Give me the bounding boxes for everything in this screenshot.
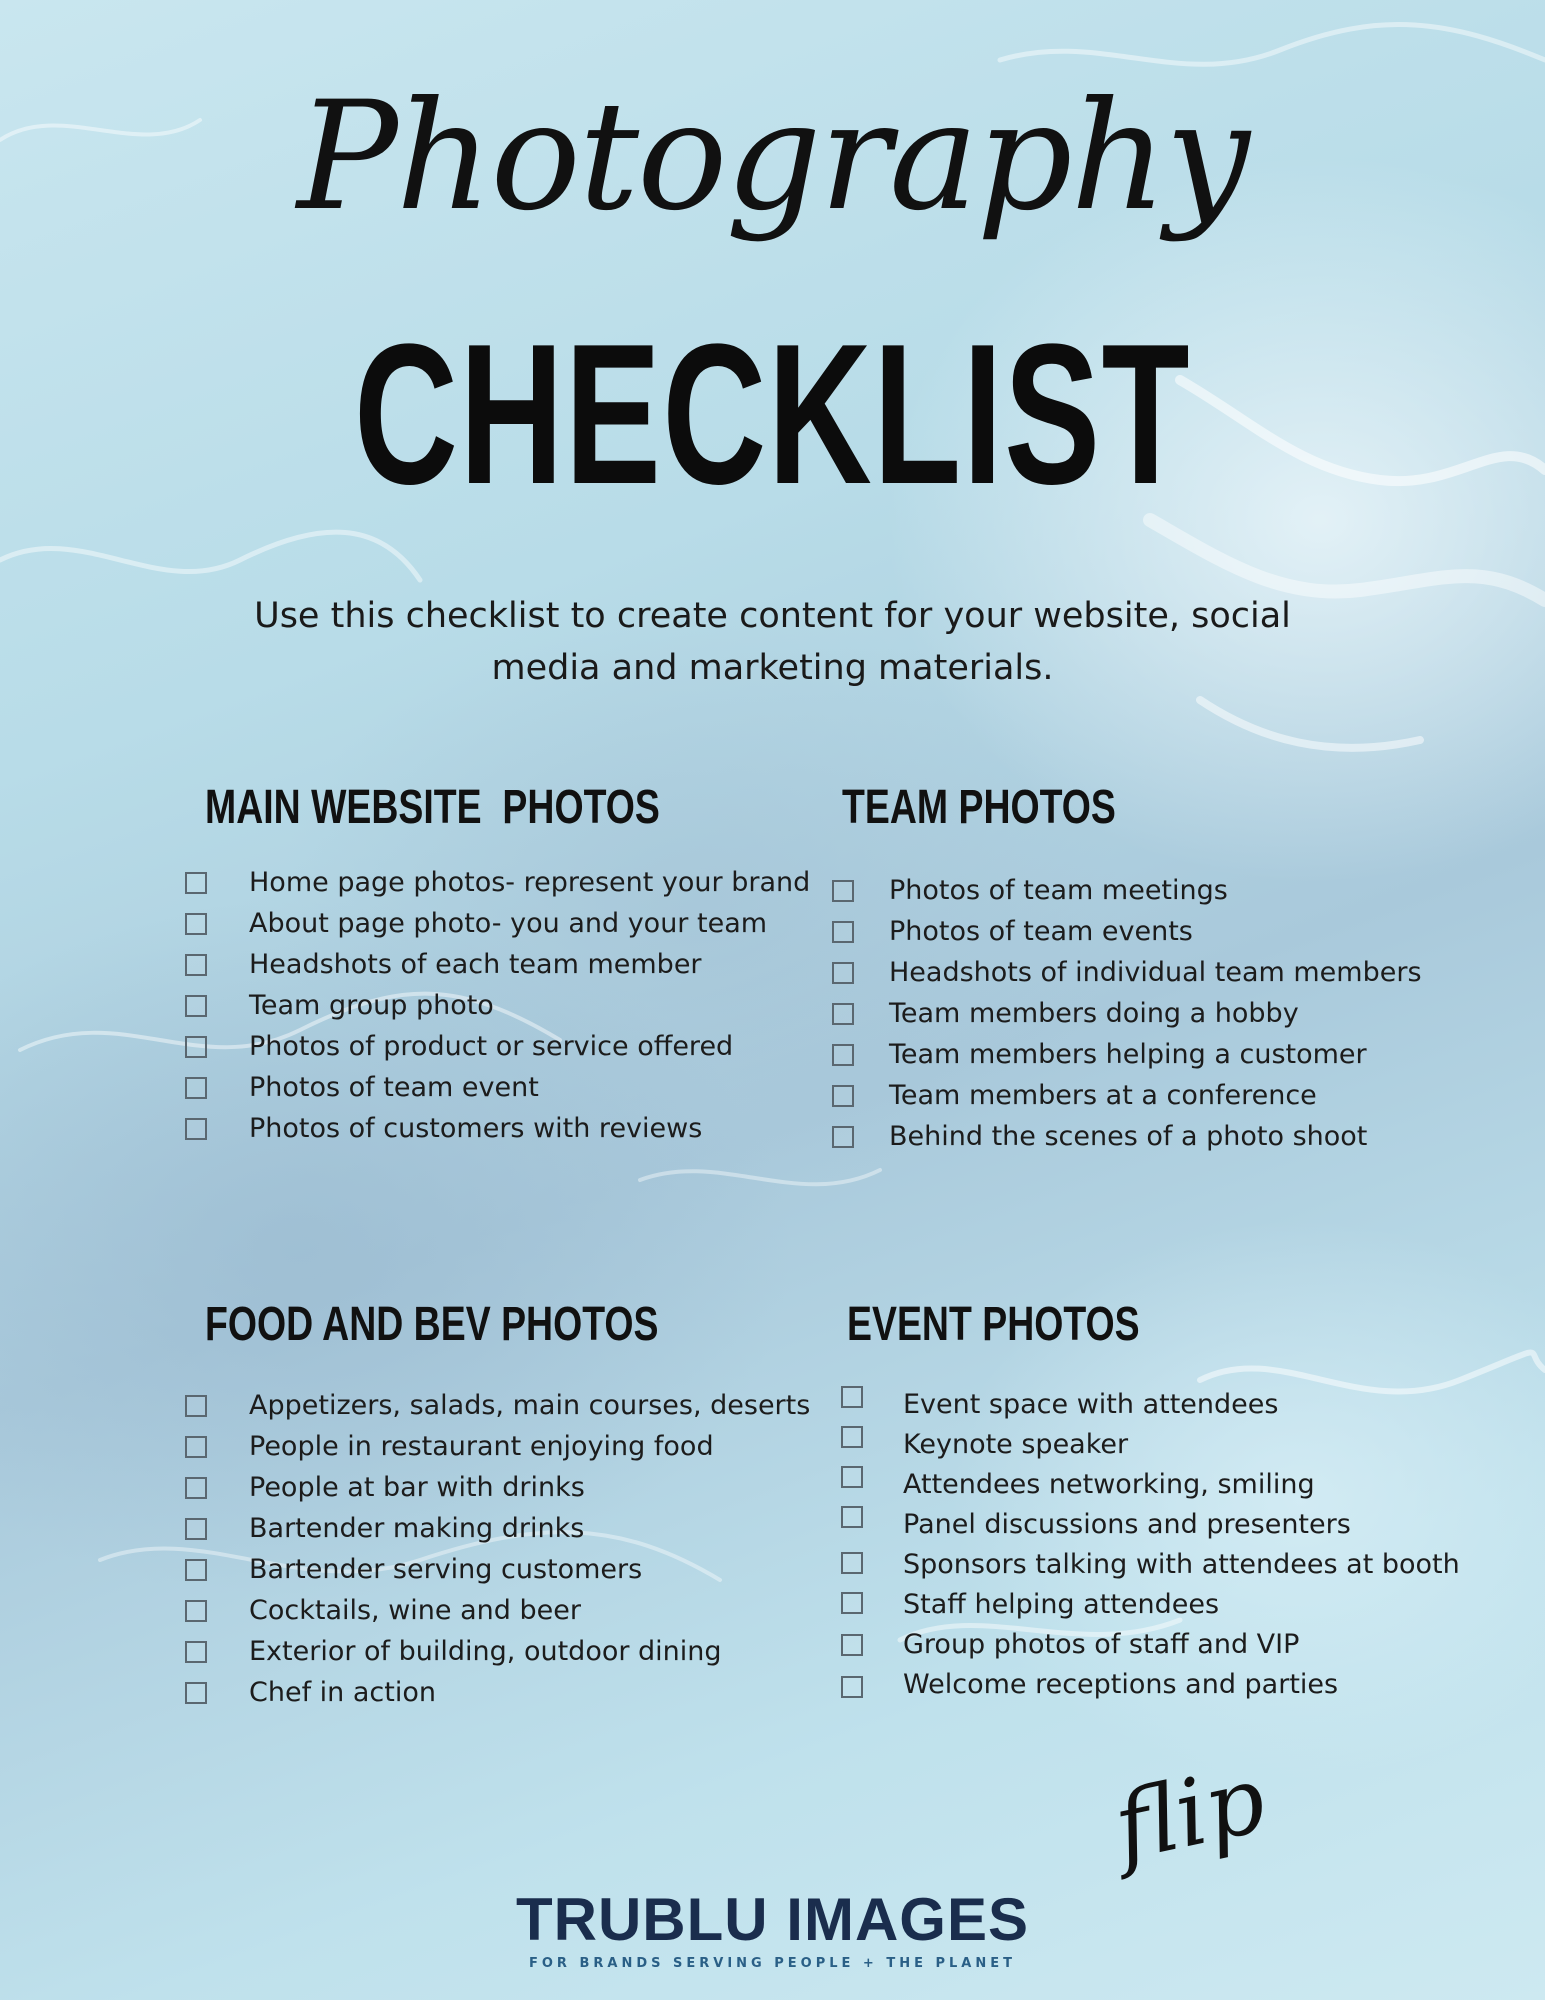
- script-title: Photography: [297, 70, 1248, 244]
- checklist-item[interactable]: Home page photos- represent your brand: [185, 862, 805, 903]
- checkbox[interactable]: [185, 954, 207, 976]
- section-heading: FOOD AND BEV PHOTOS: [205, 1298, 659, 1351]
- checklist-item[interactable]: Group photos of staff and VIP: [841, 1624, 1501, 1664]
- checklist-item[interactable]: Photos of team events: [832, 911, 1472, 952]
- checklist-item[interactable]: People in restaurant enjoying food: [185, 1426, 805, 1467]
- checklist-item[interactable]: Welcome receptions and parties: [841, 1664, 1501, 1704]
- checkbox[interactable]: [841, 1552, 863, 1574]
- checklist-item[interactable]: Staff helping attendees: [841, 1584, 1501, 1624]
- checkbox[interactable]: [185, 1477, 207, 1499]
- section-team: [842, 780, 1193, 836]
- checkbox[interactable]: [832, 962, 854, 984]
- checkbox[interactable]: [841, 1676, 863, 1698]
- checklist-item[interactable]: Team members at a conference: [832, 1075, 1472, 1116]
- checkbox[interactable]: [185, 1600, 207, 1622]
- checklist-item[interactable]: Panel discussions and presenters: [841, 1504, 1501, 1544]
- intro-line-1: Use this checklist to create content for your website, social: [254, 596, 1291, 636]
- section-food-bev: [205, 1297, 786, 1353]
- checklist-item[interactable]: Sponsors talking with attendees at booth: [841, 1544, 1501, 1584]
- checkbox[interactable]: [841, 1386, 863, 1408]
- checkbox[interactable]: [841, 1426, 863, 1448]
- checklist-item[interactable]: Headshots of each team member: [185, 944, 805, 985]
- flip-note: flip: [1105, 1745, 1275, 1882]
- checkbox[interactable]: [841, 1506, 863, 1528]
- checkbox[interactable]: [832, 1044, 854, 1066]
- logo-tagline: FOR BRANDS SERVING PEOPLE + THE PLANET: [529, 1956, 1016, 1971]
- checkbox[interactable]: [832, 1085, 854, 1107]
- section-heading: MAIN WEBSITE PHOTOS: [205, 781, 660, 834]
- checkbox[interactable]: [832, 1003, 854, 1025]
- checkbox[interactable]: [841, 1466, 863, 1488]
- checklist-item[interactable]: Photos of product or service offered: [185, 1026, 805, 1067]
- checklist-item[interactable]: About page photo- you and your team: [185, 903, 805, 944]
- checklist-main-website: [185, 862, 811, 1149]
- section-heading: EVENT PHOTOS: [847, 1298, 1140, 1351]
- checklist-team: [832, 870, 1472, 1157]
- page-title: CHECKLIST: [354, 303, 1191, 526]
- brand-logo: [0, 1888, 1545, 1971]
- checklist-event: [841, 1384, 1501, 1704]
- checkbox[interactable]: [185, 1036, 207, 1058]
- section-heading: TEAM PHOTOS: [842, 781, 1116, 834]
- section-main-website: [205, 780, 788, 836]
- checklist-item[interactable]: Headshots of individual team members: [832, 952, 1472, 993]
- checkbox[interactable]: [185, 1436, 207, 1458]
- checkbox[interactable]: [185, 1077, 207, 1099]
- checkbox[interactable]: [185, 995, 207, 1017]
- checkbox[interactable]: [841, 1592, 863, 1614]
- checkbox[interactable]: [185, 913, 207, 935]
- checklist-item[interactable]: Attendees networking, smiling: [841, 1464, 1501, 1504]
- checkbox[interactable]: [185, 1559, 207, 1581]
- section-event: [847, 1297, 1222, 1353]
- intro-text: [240, 590, 1305, 694]
- checkbox[interactable]: [185, 1518, 207, 1540]
- checklist-item[interactable]: People at bar with drinks: [185, 1467, 805, 1508]
- checklist-item[interactable]: Team members doing a hobby: [832, 993, 1472, 1034]
- checkbox[interactable]: [185, 1641, 207, 1663]
- checklist-item[interactable]: Team group photo: [185, 985, 805, 1026]
- checklist-item[interactable]: Bartender serving customers: [185, 1549, 805, 1590]
- checklist-food-bev: [185, 1385, 811, 1713]
- checkbox[interactable]: [185, 1118, 207, 1140]
- checklist-item[interactable]: Keynote speaker: [841, 1424, 1501, 1464]
- checklist-item[interactable]: Exterior of building, outdoor dining: [185, 1631, 805, 1672]
- checklist-item[interactable]: Cocktails, wine and beer: [185, 1590, 805, 1631]
- checklist-item[interactable]: Photos of team meetings: [832, 870, 1472, 911]
- checklist-item[interactable]: Event space with attendees: [841, 1384, 1501, 1424]
- checkbox[interactable]: [841, 1634, 863, 1656]
- checkbox[interactable]: [185, 872, 207, 894]
- checkbox[interactable]: [185, 1682, 207, 1704]
- checkbox[interactable]: [832, 921, 854, 943]
- intro-line-2: media and marketing materials.: [491, 648, 1054, 688]
- checklist-item[interactable]: Photos of customers with reviews: [185, 1108, 805, 1149]
- logo-wordmark: TRUBLU IMAGES: [516, 1886, 1029, 1953]
- checkbox[interactable]: [832, 880, 854, 902]
- checkbox[interactable]: [832, 1126, 854, 1148]
- checklist-item[interactable]: Chef in action: [185, 1672, 805, 1713]
- checklist-item[interactable]: Behind the scenes of a photo shoot: [832, 1116, 1472, 1157]
- checkbox[interactable]: [185, 1395, 207, 1417]
- checklist-item[interactable]: Bartender making drinks: [185, 1508, 805, 1549]
- checklist-item[interactable]: Appetizers, salads, main courses, deserts: [185, 1385, 805, 1426]
- checklist-item[interactable]: Team members helping a customer: [832, 1034, 1472, 1075]
- checklist-item[interactable]: Photos of team event: [185, 1067, 805, 1108]
